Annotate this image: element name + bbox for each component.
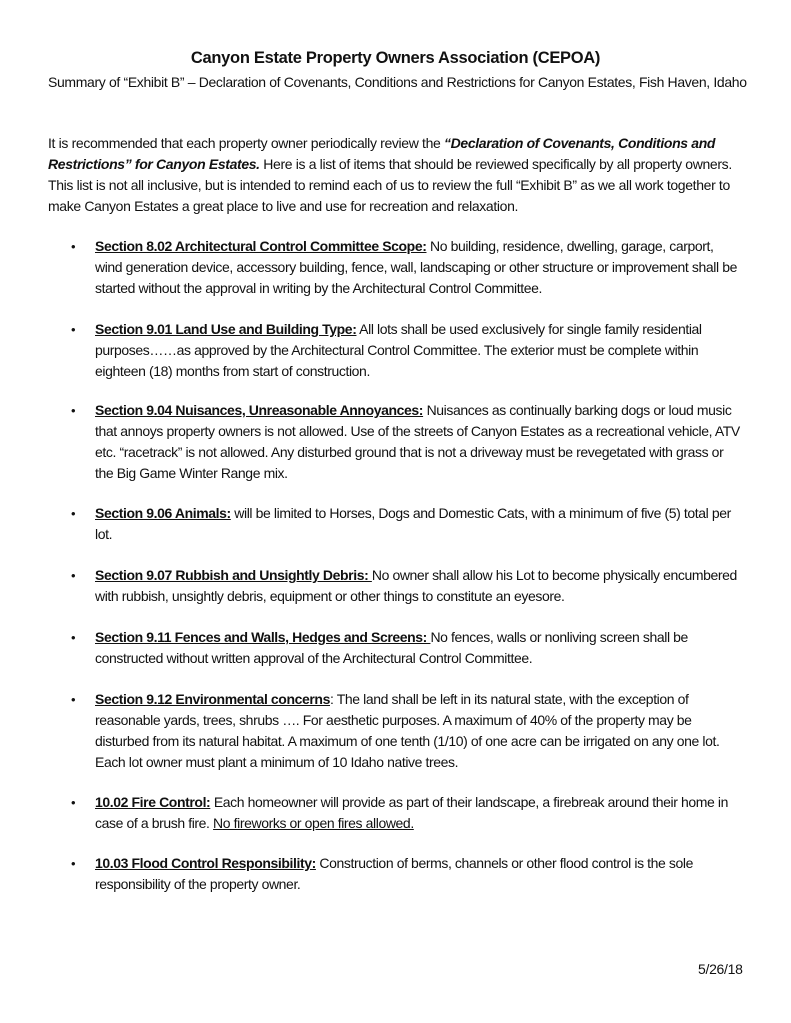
item-heading: 10.02 Fire Control: [95,794,211,810]
item-heading: Section 9.04 Nuisances, Unreasonable Annoyances: [95,402,424,418]
list-item-section-10-02 [72,792,742,834]
list-item-section-9-07 [72,565,742,607]
item-heading: Section 9.12 Environmental concerns [95,691,330,707]
bullet-icon: • [71,795,76,810]
item-heading: Section 9.11 Fences and Walls, Hedges and Screens: [95,629,431,645]
item-text: All lots shall be used exclusively for single family residential purposes……as approved by the Architectural Control Committee. The exterior must be complete within eighteen (18) months from start of construction. [95,321,702,379]
item-heading: Section 9.06 Animals: [95,505,231,521]
list-item-section-9-11 [72,627,742,669]
bullet-icon: • [71,630,76,645]
bullet-icon: • [71,856,76,871]
list-item-section-8-02 [72,236,742,299]
list-item-section-10-03 [72,853,742,895]
list-item-section-9-01 [72,319,742,382]
intro-rest: Here is a list of items that should be reviewed specifically by all property owners. This list is not all inclusive, but is intended to remind each of us to review the full “Exhibit B” as we all work together to make Canyon Estates a great place to live and use for recreation and relaxation. [48,156,732,214]
item-text: Nuisances as continually barking dogs or loud music that annoys property owners is not allowed. Use of the streets of Canyon Estates as a recreational vehicle, ATV etc. “racetrack” is not allowed. Any disturbed ground that is not a driveway must be revegetated with grass or the Big Game Winter Range mix. [95,402,740,481]
item-text: No building, residence, dwelling, garage, carport, wind generation device, accessory building, fence, wall, landscaping or other structure or improvement shall be started without the approval in writing by the Architectural Control Committee. [95,238,737,296]
item-heading: Section 9.01 Land Use and Building Type: [95,321,357,337]
item-underlined-text: No fireworks or open fires allowed. [213,815,414,831]
list-item-section-9-04 [72,400,742,484]
bullet-icon: • [71,692,76,707]
bullet-icon: • [71,506,76,521]
intro-lead: It is recommended that each property owner periodically review the [48,135,444,151]
item-text: No owner shall allow his Lot to become physically encumbered with rubbish, unsightly debris, equipment or other things to constitute an eyesore. [95,567,737,604]
list-item-section-9-12 [72,689,742,773]
item-heading: 10.03 Flood Control Responsibility: [95,855,316,871]
item-text: will be limited to Horses, Dogs and Domestic Cats, with a minimum of five (5) total per lot. [95,505,731,542]
item-text: Construction of berms, channels or other flood control is the sole responsibility of the property owner. [95,855,693,892]
item-text: Each homeowner will provide as part of their landscape, a firebreak around their home in case of a brush fire. [95,794,729,831]
bullet-icon: • [71,403,76,418]
item-text: No fences, walls or nonliving screen shall be constructed without written approval of the Architectural Control Committee. [95,629,688,666]
item-text: : The land shall be left in its natural state, with the exception of reasonable yards, trees, shrubs …. For aesthetic purposes. A maximum of 40% of the property may be disturbed from its natural habitat. A maximum of one tenth (1/10) of one acre can be irrigated on any one lot. Each lot owner must plant a minimum of 10 Idaho native trees. [95,691,720,770]
bullet-icon: • [71,239,76,254]
list-item-section-9-06 [72,503,742,545]
intro-emphasis: “Declaration of Covenants, Conditions and Restrictions” for Canyon Estates. [48,135,716,172]
document-subtitle: Summary of “Exhibit B” – Declaration of Covenants, Conditions and Restrictions for Canyon Estates, Fish Haven, Idaho [48,74,747,90]
bullet-icon: • [71,322,76,337]
document-title: Canyon Estate Property Owners Association (CEPOA) [190,49,601,67]
bullet-icon: • [71,568,76,583]
item-heading: Section 9.07 Rubbish and Unsightly Debris: [95,567,372,583]
intro-paragraph [48,133,748,217]
document-date: 5/26/18 [698,961,743,977]
item-heading: Section 8.02 Architectural Control Committee Scope: [95,238,427,254]
